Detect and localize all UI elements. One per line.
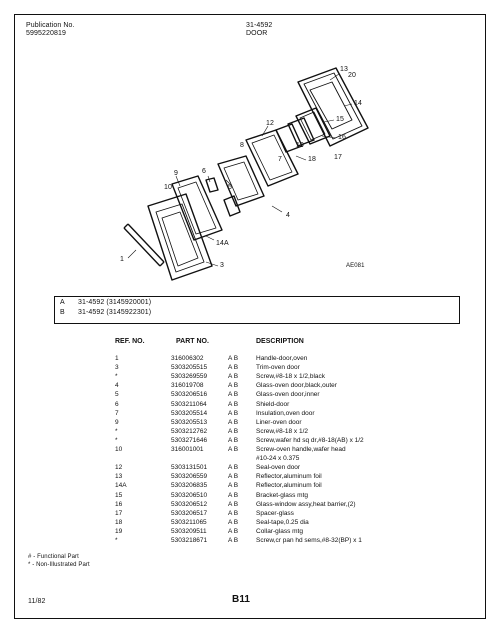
model-cell: A B bbox=[228, 400, 239, 408]
model-cell: A B bbox=[228, 482, 239, 490]
model-cell: A B bbox=[228, 373, 239, 381]
part-number-cell: 5303206512 bbox=[171, 500, 208, 508]
ref-cell: 6 bbox=[115, 400, 119, 408]
model-cell: A B bbox=[228, 473, 239, 481]
publication-number: 5995220819 bbox=[26, 30, 66, 37]
callout-label: 10 bbox=[164, 184, 172, 191]
ref-cell: 16 bbox=[115, 500, 123, 508]
legend-text: 31-4592 (3145920001) bbox=[78, 299, 152, 306]
exploded-door-diagram bbox=[0, 0, 500, 300]
table-row bbox=[0, 410, 500, 419]
ref-cell: * bbox=[115, 373, 118, 381]
callout-label: 4 bbox=[286, 212, 290, 219]
callout-label: 14 bbox=[354, 100, 362, 107]
description-cell: Screw,wafer hd sq dr,#8-18(AB) x 1/2 bbox=[256, 436, 364, 444]
table-row bbox=[0, 373, 500, 382]
callout-label: 12 bbox=[266, 120, 274, 127]
callout-label: 5 bbox=[228, 184, 232, 191]
description-cell: Glass-window assy,heat barrier,(2) bbox=[256, 500, 356, 508]
description-cell: Insulation,oven door bbox=[256, 409, 315, 417]
part-number-cell: 5303269559 bbox=[171, 373, 208, 381]
description-cell: Reflector,aluminum foil bbox=[256, 473, 322, 481]
table-row bbox=[0, 364, 500, 373]
description-cell: #10-24 x 0.375 bbox=[256, 455, 300, 463]
part-number-cell: 5303205514 bbox=[171, 409, 208, 417]
ref-cell: 1 bbox=[115, 355, 119, 362]
table-row bbox=[0, 455, 500, 464]
description-cell: Glass-oven door,black,outer bbox=[256, 382, 337, 390]
callout-label: 15 bbox=[336, 116, 344, 123]
model-cell: A B bbox=[228, 355, 239, 362]
callout-label: 1 bbox=[120, 256, 124, 263]
table-row bbox=[0, 382, 500, 391]
table-row bbox=[0, 473, 500, 482]
table-row bbox=[0, 482, 500, 491]
legend-text: 31-4592 (3145922301) bbox=[78, 309, 152, 316]
door-insulation bbox=[172, 176, 222, 240]
ref-cell: * bbox=[115, 427, 118, 435]
inner-door-glass bbox=[246, 130, 298, 186]
callout-label: 9 bbox=[174, 170, 178, 177]
part-number-cell: 316001001 bbox=[171, 446, 204, 453]
callout-label: 6 bbox=[202, 168, 206, 175]
ref-cell: 15 bbox=[115, 491, 123, 499]
part-number-cell: 5303206517 bbox=[171, 509, 208, 517]
part-number-cell: 316006302 bbox=[171, 355, 204, 362]
model-cell: A B bbox=[228, 537, 239, 544]
ref-cell: 4 bbox=[115, 382, 119, 390]
model-cell: A B bbox=[228, 409, 239, 417]
callout-label: 17 bbox=[334, 154, 342, 161]
part-number-cell: 5303271646 bbox=[171, 436, 208, 444]
callout-label: 16 bbox=[338, 134, 346, 141]
part-number-cell: 5303131501 bbox=[171, 464, 208, 472]
ref-cell: * bbox=[115, 537, 118, 544]
table-row bbox=[0, 537, 500, 546]
table-row bbox=[0, 355, 500, 364]
callout-label: 19 bbox=[296, 142, 304, 149]
ref-cell: * bbox=[115, 436, 118, 444]
part-number-cell: 5303211064 bbox=[171, 400, 207, 408]
model-cell: A B bbox=[228, 491, 239, 499]
model-cell: A B bbox=[228, 446, 239, 453]
column-header-part: PART NO. bbox=[176, 338, 209, 345]
part-number-cell: 5303206516 bbox=[171, 391, 208, 399]
callout-label: 13 bbox=[340, 66, 348, 73]
part-number-cell: 316019708 bbox=[171, 382, 204, 390]
model-cell: A B bbox=[228, 518, 239, 526]
table-row bbox=[0, 492, 500, 501]
model-cell: A B bbox=[228, 427, 239, 435]
model-cell: A B bbox=[228, 382, 239, 390]
footnote: * - Non-Illustrated Part bbox=[28, 562, 90, 568]
table-row bbox=[0, 519, 500, 528]
legend-key: B bbox=[60, 309, 65, 316]
description-cell: Seal-tape,0.25 dia bbox=[256, 518, 309, 526]
description-cell: Spacer-glass bbox=[256, 509, 294, 517]
publication-label: Publication No. bbox=[26, 22, 75, 29]
footer-date: 11/82 bbox=[28, 598, 46, 605]
table-row bbox=[0, 510, 500, 519]
footnote: # - Functional Part bbox=[28, 554, 79, 560]
description-cell: Liner-oven door bbox=[256, 418, 302, 426]
model-cell: A B bbox=[228, 509, 239, 517]
table-row bbox=[0, 391, 500, 400]
ref-cell: 5 bbox=[115, 391, 119, 399]
ref-cell: 18 bbox=[115, 518, 123, 526]
model-cell: A B bbox=[228, 464, 239, 472]
part-number-cell: 5303206835 bbox=[171, 482, 208, 490]
description-cell: Handle-door,oven bbox=[256, 355, 308, 362]
legend-key: A bbox=[60, 299, 65, 306]
description-cell: Collar-glass mtg bbox=[256, 527, 303, 535]
callout-label: 18 bbox=[308, 156, 316, 163]
description-cell: Trim-oven door bbox=[256, 364, 300, 372]
ref-cell: 9 bbox=[115, 418, 119, 426]
section-code: 31-4592 bbox=[246, 22, 273, 29]
part-number-cell: 5303212762 bbox=[171, 427, 208, 435]
part-number-cell: 5303206559 bbox=[171, 473, 208, 481]
model-cell: A B bbox=[228, 500, 239, 508]
part-number-cell: 5303211065 bbox=[171, 518, 207, 526]
part-number-cell: 5303206510 bbox=[171, 491, 208, 499]
model-cell: A B bbox=[228, 364, 239, 372]
ref-cell: 12 bbox=[115, 464, 123, 472]
part-number-cell: 5303205515 bbox=[171, 364, 208, 372]
callout-label: 20 bbox=[348, 72, 356, 79]
callout-label: 8 bbox=[240, 142, 244, 149]
ref-cell: 10 bbox=[115, 446, 123, 453]
table-row bbox=[0, 419, 500, 428]
part-number-cell: 5303218671 bbox=[171, 537, 208, 544]
description-cell: Glass-oven door,inner bbox=[256, 391, 320, 399]
description-cell: Screw,cr pan hd sems,#8-32(BP) x 1 bbox=[256, 537, 362, 544]
table-row bbox=[0, 501, 500, 510]
model-cell: A B bbox=[228, 527, 239, 535]
callout-label: 14A bbox=[216, 240, 229, 247]
table-row bbox=[0, 437, 500, 446]
ref-cell: 14A bbox=[115, 482, 127, 490]
part-number-cell: 5303209511 bbox=[171, 527, 207, 535]
table-row bbox=[0, 446, 500, 455]
ref-cell: 13 bbox=[115, 473, 123, 481]
description-cell: Screw-oven handle,wafer head bbox=[256, 446, 346, 453]
description-cell: Bracket-glass mtg bbox=[256, 491, 309, 499]
section-title: DOOR bbox=[246, 30, 268, 37]
door-handle bbox=[124, 224, 164, 266]
ref-cell: 7 bbox=[115, 409, 119, 417]
table-row bbox=[0, 528, 500, 537]
description-cell: Seal-oven door bbox=[256, 464, 301, 472]
model-cell: A B bbox=[228, 418, 239, 426]
ref-cell: 17 bbox=[115, 509, 123, 517]
model-cell: A B bbox=[228, 391, 239, 399]
description-cell: Reflector,aluminum foil bbox=[256, 482, 322, 490]
table-row bbox=[0, 464, 500, 473]
part-number-cell: 5303205513 bbox=[171, 418, 208, 426]
diagram-ref-code: AE081 bbox=[346, 263, 365, 269]
description-cell: Shield-door bbox=[256, 400, 290, 408]
callout-label: 3 bbox=[220, 262, 224, 269]
callout-label: 7 bbox=[278, 156, 282, 163]
table-row bbox=[0, 401, 500, 410]
description-cell: Screw,#8-18 x 1/2 bbox=[256, 427, 309, 435]
model-cell: A B bbox=[228, 436, 239, 444]
ref-cell: 3 bbox=[115, 364, 119, 372]
description-cell: Screw,#8-18 x 1/2,black bbox=[256, 373, 326, 381]
table-row bbox=[0, 428, 500, 437]
column-header-description: DESCRIPTION bbox=[256, 338, 304, 345]
ref-cell: 19 bbox=[115, 527, 123, 535]
column-header-ref: REF. NO. bbox=[115, 338, 145, 345]
page-number: B11 bbox=[232, 594, 251, 605]
